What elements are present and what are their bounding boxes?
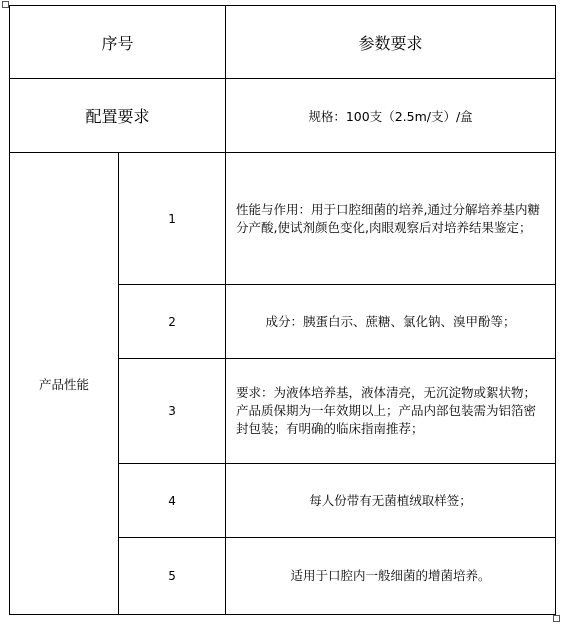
- table-resize-handle[interactable]: [553, 615, 560, 622]
- item-parameter: [226, 285, 556, 359]
- item-index: 2: [119, 285, 226, 359]
- header-row: [10, 6, 556, 79]
- config-label: 配置要求: [10, 79, 226, 153]
- item-index: 3: [119, 359, 226, 464]
- item-parameter: [226, 153, 556, 285]
- config-value: 规格：100支（2.5m/支）/盒: [226, 79, 556, 153]
- item-index: 5: [119, 538, 226, 615]
- item-parameter: [226, 538, 556, 615]
- item-index: 1: [119, 153, 226, 285]
- item-parameter: [226, 464, 556, 538]
- item-parameter-text: 要求：为液体培养基，液体清亮，无沉淀物或絮状物；产品质保期为一年效期以上；产品内部包装需为铝箔密封包装；有明确的临床指南推荐；: [236, 385, 537, 436]
- table-row: [10, 153, 556, 285]
- item-parameter-text: 性能与作用：用于口腔细菌的培养,通过分解培养基内糖分产酸,使试剂颜色变化,肉眼观察后对培养结果鉴定；: [236, 201, 540, 235]
- item-index: 4: [119, 464, 226, 538]
- config-row: [10, 79, 556, 153]
- item-parameter-text: 每人份带有无菌植绒取样签；: [309, 492, 472, 508]
- item-parameter-text: 适用于口腔内一般细菌的增菌培养。: [290, 568, 491, 583]
- header-serial-number: 序号: [10, 6, 226, 79]
- header-parameter-requirements: 参数要求: [226, 6, 556, 79]
- item-parameter: [226, 359, 556, 464]
- spec-table: [9, 5, 556, 615]
- item-parameter-text: 成分：胰蛋白示、蔗糖、氯化钠、溴甲酚等；: [265, 313, 516, 329]
- category-label: 产品性能: [10, 153, 119, 615]
- table-anchor-marker: [2, 1, 9, 8]
